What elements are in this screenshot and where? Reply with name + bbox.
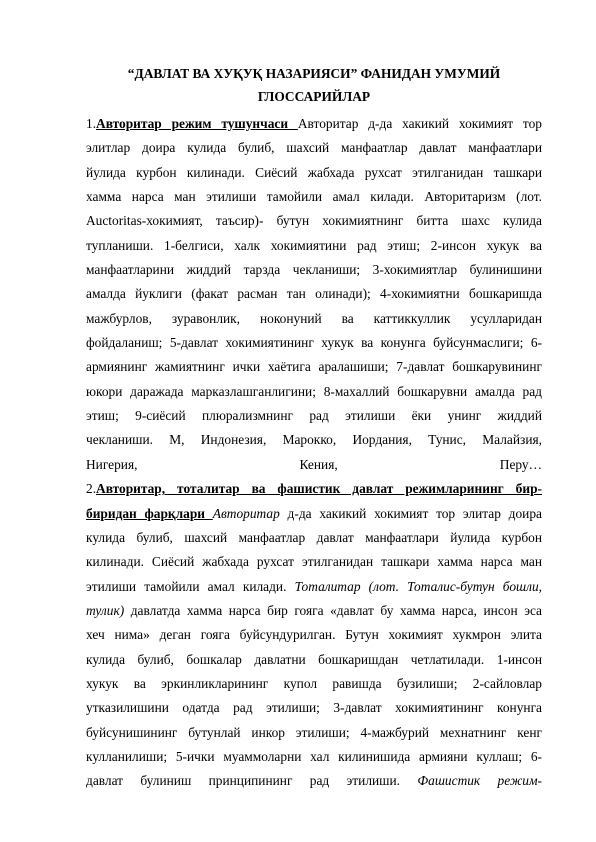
item-2-authoritarian-italic: Авторитар xyxy=(212,505,280,521)
item-1-line: фойдаланиш; 5-давлат хокимиятининг хукук ва конунга буйсунмаслиги; 6- xyxy=(86,335,542,351)
item-1-line: Нигерия, Кения, Перу… xyxy=(86,456,542,472)
item-1-line: манфаатларини жиддий тарзда чекланиши; 3-хокимиятлар булинишини xyxy=(86,262,542,278)
item-2-line: буйсунишининг бутунлай инкор этилиши; 4-мажбурий мехнатнинг кенг xyxy=(86,724,542,740)
item-2-text: давлатда хамма нарса бир гояга «давлат бу хамма нарса, инсон эса xyxy=(124,602,542,618)
item-1-line: юкори даражада марказлашганлигини; 8-махаллий бошкарувни амалда рад xyxy=(86,383,542,399)
item-2-number: 2. xyxy=(86,481,97,497)
item-1-line: этиш; 9-сиёсий плюрализмнинг рад этилиши ёки унинг жиддий xyxy=(86,408,542,424)
item-1-line: амалда йуклиги (факат расман тан олинади); 4-хокимиятни бошкаришда xyxy=(86,286,542,302)
item-2-line xyxy=(86,599,542,623)
item-2-term-line-2: биридан фарқлари xyxy=(86,505,213,521)
item-1-line: йулида курбон килинади. Сиёсий жабхада рухсат этилганидан ташкари xyxy=(86,164,542,180)
item-2-totalitarian-italic-2: тулик) xyxy=(86,602,125,618)
item-2-line: утказилишини одатда рад этилиши; 3-давлат хокимиятининг конунга xyxy=(86,700,542,716)
item-1-line: чекланиши. М, Индонезия, Марокко, Иордания, Тунис, Малайзия, xyxy=(86,432,542,448)
item-2-fascist-italic: Фашистик режим- xyxy=(417,773,542,789)
item-1-line: элитлар доира кулида булиб, шахсий манфаатлар давлат манфаатлари xyxy=(86,140,542,156)
item-2-line: кулида булиб, шахсий манфаатлар давлат манфаатлари йулида курбон xyxy=(86,529,542,545)
item-2-first-line xyxy=(86,477,542,501)
title-line-2: ГЛОССАРИЙЛАР xyxy=(257,89,371,104)
item-2-line: килинади. Сиёсий жабхада рухсат этилганидан ташкари хамма нарса ман xyxy=(86,554,542,570)
item-2-line: кулланилиши; 5-ички муаммоларни хал килинишида армияни куллаш; 6- xyxy=(86,748,542,764)
item-2-totalitarian-italic: Тоталитар (лот. Тоталис-бутун бошли, xyxy=(294,578,543,594)
item-2-line: хеч нима» деган гояга буйсундурилган. Бутун хокимият хукмрон элита xyxy=(86,627,542,643)
glossary-item-2 xyxy=(86,477,542,793)
item-1-line: хамма нарса ман этилиши тамойили амал килади. Авторитаризм (лот. xyxy=(86,189,542,205)
item-1-line: армиянинг жамиятнинг ички хаётига аралашиши; 7-давлат бошкарувининг xyxy=(86,359,542,375)
item-1-line: тупланиши. 1-белгиси, халк хокимиятини рад этиш; 2-инсон хукук ва xyxy=(86,237,542,253)
glossary-item-1 xyxy=(86,112,542,477)
item-1-line: мажбурлов, зуравонлик, ноконуний ва каттиккуллик усулларидан xyxy=(86,310,542,326)
item-2-line xyxy=(86,575,542,599)
item-2-last-line xyxy=(86,769,542,793)
item-2-term-line-1: Авторитар, тоталитар ва фашистик давлат режимларининг бир- xyxy=(96,481,542,497)
item-2-line: хукук ва эркинликларининг купол равишда бузилиши; 2-сайловлар xyxy=(86,675,542,691)
item-1-term: Авторитар режим тушунчаси xyxy=(96,116,298,131)
item-2-text: этилиши тамойили амал килади. xyxy=(86,578,287,594)
item-1-line: Auctoritas-хокимият, таъсир)- бутун хокимиятнинг битта шахс кулида xyxy=(86,213,542,229)
document-title xyxy=(86,62,542,108)
item-1-number: 1. xyxy=(86,116,97,131)
item-2-text: давлат булиниш принципининг рад этилиши. xyxy=(86,773,401,789)
document-page xyxy=(86,62,542,794)
item-2-second-line xyxy=(86,502,542,526)
item-2-text: д-да хакикий хокимият тор элитар доира xyxy=(279,505,542,521)
title-line-1: “ДАВЛАТ ВА ХУҚУҚ НАЗАРИЯСИ” ФАНИДАН УМУМИЙ xyxy=(127,66,501,81)
item-2-line: кулида булиб, бошкалар давлатни бошкаришдан четлатилади. 1-инсон xyxy=(86,651,542,667)
item-1-first-line xyxy=(86,112,542,136)
item-1-line: Авторитар д-да хакикий хокимият тор xyxy=(297,116,542,131)
